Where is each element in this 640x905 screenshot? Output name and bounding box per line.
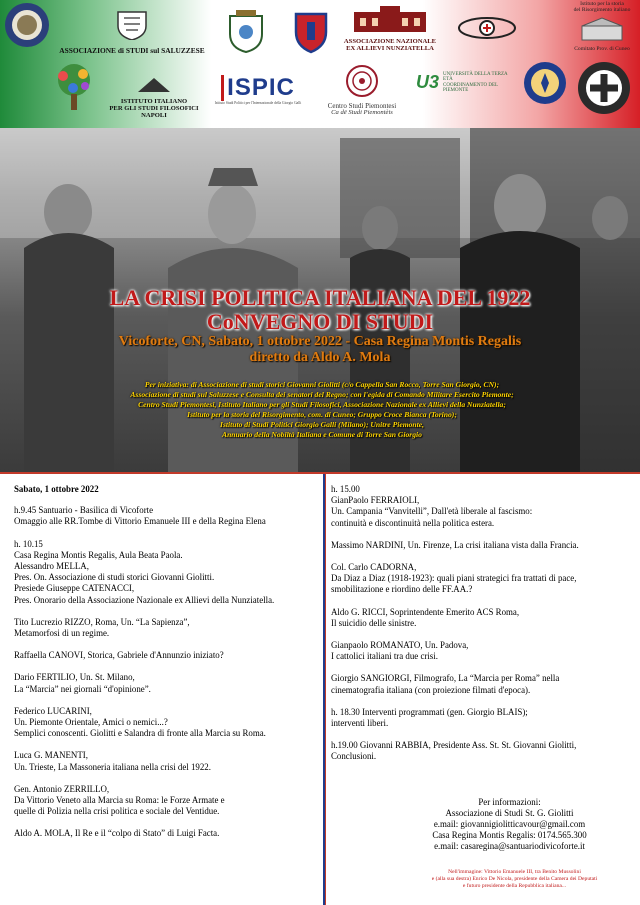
logo-nunziatella	[340, 4, 440, 53]
afternoon-sessions	[331, 484, 628, 763]
logo-studi-saluzzese	[56, 8, 208, 55]
program-line: La “Marcia” nei giornali “d'opinione”.	[14, 683, 151, 694]
logo-ispic	[210, 74, 306, 106]
convegno-title: CoNVEGNO DI STUDI	[206, 309, 434, 334]
program-afternoon-column	[325, 474, 640, 905]
logo-u3	[416, 72, 512, 93]
iisf-emblem-icon	[134, 76, 174, 94]
organizers-line: Per iniziativa: di Associazione di studi storici Giovanni Giolitti (c/o Cappella San Rocco, Torre San Giorgio, CN);	[144, 380, 500, 389]
program-line: Un. Piemonte Orientale, Amici o nemici...?	[14, 717, 168, 728]
comando-militare-crest	[288, 6, 334, 63]
centro-studi-line2: Ca dë Studi Piemontèis	[331, 109, 393, 117]
program-entry	[331, 640, 628, 662]
image-caption	[331, 869, 628, 891]
organizers-block	[104, 380, 540, 440]
program-line: Gianpaolo ROMANATO, Un. Padova,	[331, 640, 469, 651]
program-line: cinematografia italiana (con proiezione filmati d'epoca).	[331, 684, 531, 695]
program-entry	[14, 539, 310, 606]
comitato-label: Comitato Prov. di Cuneo	[574, 45, 630, 52]
caption-line: e futuro presidente della Repubblica italiana...	[462, 883, 567, 890]
program-line: Omaggio alle RR.Tombe di Vittorio Emanuele III e della Regina Elena	[14, 516, 266, 527]
caption-line: e (alla sua destra) Enrico De Nicola, presidente della Camera dei Deputati	[431, 875, 598, 882]
info-line: Per informazioni:	[478, 796, 541, 807]
centro-studi-line1: Centro Studi Piemontesi	[327, 102, 397, 110]
program-line: smobilitazione e riordino delle FF.AA.?	[331, 584, 473, 595]
organizers-line: Centro Studi Piemontesi, Istituto Italiano per gli Studi Filosofici, Associazione Nazionale ex Allievi della Nunziatella;	[138, 400, 506, 409]
ispic-subtitle: Istituto Studi Politici per l'Internazionale della Giorgio Galli	[214, 101, 302, 105]
caption-line: Nell'immagine: Vittorio Emanuele III, tra Benito Mussolini	[448, 868, 581, 875]
program-entry	[331, 707, 628, 729]
cross-seal-icon	[576, 60, 632, 116]
associazione-giolitti-seal	[4, 2, 50, 48]
program-line: Alessandro MELLA,	[14, 561, 89, 572]
program-line: Tito Lucrezio RIZZO, Roma, Un. “La Sapienza”,	[14, 616, 190, 627]
program-entry	[331, 673, 628, 695]
u3-wordmark: U3	[416, 72, 440, 92]
logo-iisf	[104, 76, 204, 120]
contact-info	[331, 797, 628, 853]
comune-crest	[224, 6, 268, 61]
main-title: LA CRISI POLITICA ITALIANA DEL 1922	[109, 285, 531, 310]
program-entry	[14, 617, 310, 639]
event-date-place: Vicoforte, CN, Sabato, 1 ottobre 2022 - Casa Regina Montis Regalis	[118, 334, 522, 349]
program-line: quelle di Polizia nella crisi politica e sociale del Ventidue.	[14, 806, 220, 817]
program-entry	[14, 750, 310, 772]
program-line: Semplici conoscenti. Giolitti e Salandra di fronte alla Marcia su Roma.	[14, 728, 266, 739]
knot-icon	[456, 8, 518, 48]
info-line: Associazione di Studi St. G. Giolitti	[445, 807, 574, 818]
program-entry	[14, 828, 310, 839]
program-line: Aldo A. MOLA, Il Re e il “colpo di Stato” di Luigi Facta.	[14, 828, 220, 839]
program-line: Gen. Antonio ZERRILLO,	[14, 783, 110, 794]
nunziatella-building-icon	[350, 4, 430, 34]
istituto-storia-line1: Istituto per la storia	[580, 1, 624, 7]
info-line: Casa Regina Montis Regalis: 0174.565.300	[432, 830, 587, 841]
program-day: Sabato, 1 ottobre 2022	[14, 484, 99, 494]
morning-sessions	[14, 505, 310, 839]
program-entry	[331, 607, 628, 629]
program-line: Luca G. MANENTI,	[14, 750, 88, 761]
program-line: Metamorfosi di un regime.	[14, 628, 110, 639]
program-line: Aldo G. RICCI, Soprintendente Emerito ACS Roma,	[331, 606, 520, 617]
program-line: Raffaella CANOVI, Storica, Gabriele d'Annunzio iniziato?	[14, 650, 224, 661]
iisf-line3: NAPOLI	[141, 111, 167, 119]
historical-photograph	[0, 128, 640, 472]
croce-bianca-seal	[576, 60, 632, 121]
tree-logo	[44, 60, 104, 119]
nunziatella-bottom-label: EX ALLIEVI NUNZIATELLA	[346, 44, 434, 52]
program-line: Dario FERTILIO, Un. St. Milano,	[14, 672, 135, 683]
email-link[interactable]: e.mail: giovannigiolitticavour@gmail.com	[433, 819, 586, 830]
assoc-saluzzese-label: ASSOCIAZIONE di STUDI sul SALUZZESE	[59, 46, 205, 55]
u3-line1: UNIVERSITÀ DELLA TERZA ETÀ	[443, 72, 508, 83]
program-line: Da Diaz a Diaz (1918-1923): quali piani strategici fra trattati di pace,	[331, 573, 577, 584]
iisf-line1: ISTITUTO ITALIANO	[120, 98, 188, 105]
program-line: h.9.45 Santuario - Basilica di Vicoforte	[14, 505, 154, 516]
istituto-storia-line2: del Risorgimento italiano	[573, 6, 631, 13]
program-line: I cattolici italiani tra due crisi.	[331, 651, 438, 662]
program-line: Federico LUCARINI,	[14, 705, 92, 716]
logo-banner	[0, 0, 640, 128]
program-entry	[331, 740, 628, 762]
program-entry	[331, 540, 628, 551]
annuario-emblem-icon	[522, 60, 568, 106]
program-line: h.19.00 Giovanni RABBIA, Presidente Ass. St. St. Giovanni Giolitti,	[331, 740, 577, 751]
program-line: Conclusioni.	[331, 751, 377, 762]
program-line: Giorgio SANGIORGI, Filmografo, La “Marcia per Roma” nella	[331, 673, 560, 684]
tree-icon	[47, 60, 101, 114]
military-crest-icon	[288, 6, 334, 58]
program-line: h. 15.00	[331, 484, 360, 494]
organizers-line: Istituto per la storia del Risorgimento, com. di Cuneo; Gruppo Croce Bianca (Torino);	[187, 410, 457, 419]
program-entry	[331, 562, 628, 596]
municipal-crest-icon	[224, 6, 268, 56]
program-line: Pres. On. Associazione di studi storici Giovanni Giolitti.	[14, 572, 215, 583]
logo-centro-studi-piemontesi	[312, 64, 412, 117]
u3-line2: COORDINAMENTO DEL PIEMONTE	[443, 82, 498, 93]
ispic-wordmark: ISPIC	[227, 74, 295, 101]
program-line: h. 18.30 Interventi programmati (gen. Giorgio BLAIS);	[331, 706, 528, 717]
nunziatella-top-label: ASSOCIAZIONE NAZIONALE	[343, 38, 437, 45]
program-line: continuità e discontinuità nella politica estera.	[331, 517, 495, 528]
title-block	[0, 286, 640, 366]
crest-icon	[114, 8, 150, 40]
event-director: diretto da Aldo A. Mola	[249, 350, 391, 365]
email-link[interactable]: e.mail: casaregina@santuariodivicoforte.it	[434, 841, 585, 852]
program-entry	[331, 484, 628, 529]
croce-bianca-logo	[454, 8, 520, 53]
program-line: Pres. Onorario della Associazione Nazionale ex Allievi della Nunziatella.	[14, 594, 275, 605]
program-morning-column	[0, 474, 322, 905]
program-line: Un. Trieste, La Massoneria italiana nella crisi del 1922.	[14, 761, 211, 772]
iisf-line2: PER GLI STUDI FILOSOFICI	[109, 104, 199, 112]
program-line: Da Vittorio Veneto alla Marcia su Roma: le Forze Armate e	[14, 795, 225, 806]
istituto-risorgimento-logo	[566, 2, 638, 53]
program-line: interventi liberi.	[331, 718, 389, 729]
program-line: Massimo NARDINI, Un. Firenze, La crisi italiana vista dalla Francia.	[331, 539, 579, 550]
nobility-annuario-logo	[522, 60, 568, 111]
program-line: Col. Carlo CADORNA,	[331, 562, 417, 573]
organizers-line: Associazione di studi sul Saluzzese e Consulta dei senatori del Regno; con l'egida di Comando Militare Esercito Piemonte;	[130, 390, 514, 399]
program-line: Presiede Giuseppe CATENACCI,	[14, 583, 135, 594]
program-line: Il suicidio delle sinistre.	[331, 617, 417, 628]
program-entry	[14, 784, 310, 818]
program-entry	[14, 505, 310, 527]
program-entry	[14, 650, 310, 661]
rose-emblem-icon	[345, 64, 379, 98]
program-entry	[14, 706, 310, 740]
program-line: h. 10.15	[14, 538, 43, 549]
organizers-line: Istituto di Studi Politici Giorgio Galli (Milano); Unitre Piemonte,	[220, 420, 424, 429]
program-entry	[14, 672, 310, 694]
program-line: GianPaolo FERRAIOLI,	[331, 495, 420, 506]
monument-icon	[578, 16, 626, 42]
program-line: Un. Campania “Vanvitelli”, Dall'età liberale al fascismo:	[331, 506, 533, 517]
seal-icon	[4, 2, 50, 48]
organizers-line: Annuario della Nobiltà Italiana e Comune di Torre San Giorgio	[222, 430, 422, 439]
program-line: Casa Regina Montis Regalis, Aula Beata Paola.	[14, 549, 183, 560]
